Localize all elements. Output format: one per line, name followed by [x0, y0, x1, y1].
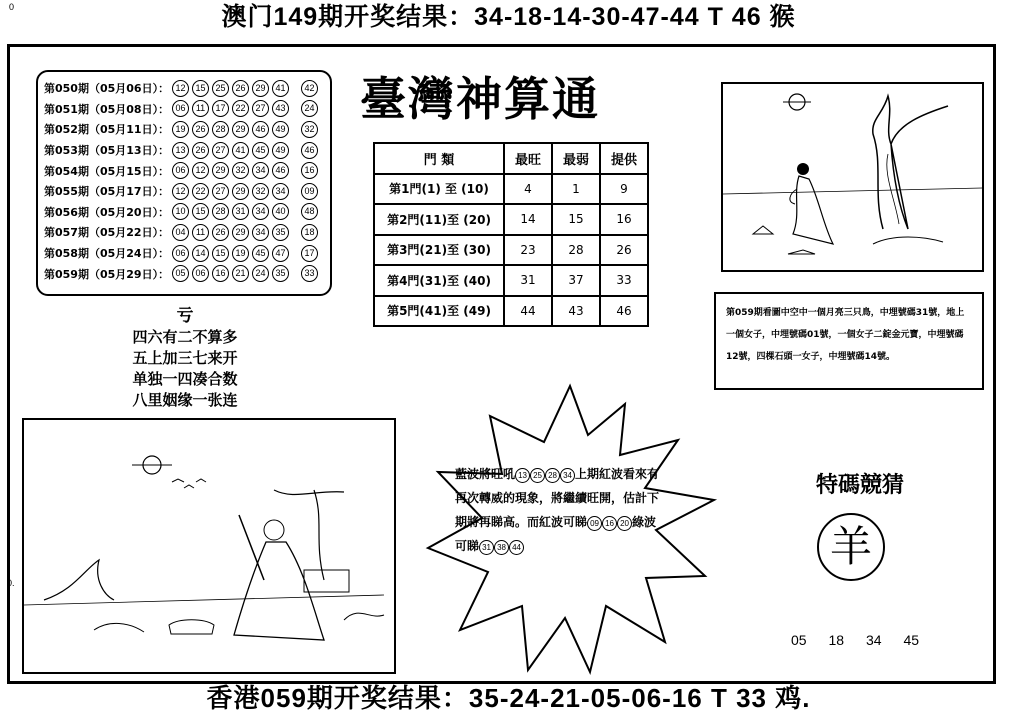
poem-heading: 亏	[176, 306, 194, 326]
circled-number: 29	[232, 121, 249, 138]
circled-number: 38	[494, 540, 509, 555]
poem-line: 四六有二不算多	[132, 328, 238, 346]
circled-number: 15	[192, 203, 209, 220]
wave-text-part: 綠波可睇	[455, 515, 657, 553]
special-number: 46	[301, 142, 318, 159]
circled-number: 44	[509, 540, 524, 555]
gate-stats-table	[373, 142, 649, 327]
col-header: 提供	[600, 143, 648, 174]
gate-max: 14	[504, 204, 552, 235]
special-number: 32	[301, 121, 318, 138]
history-label: 第055期（05月17日）：	[44, 185, 170, 199]
circled-number: 32	[232, 162, 249, 179]
circled-number: 43	[272, 100, 289, 117]
history-numbers	[172, 183, 291, 200]
history-label: 第059期（05月29日）：	[44, 267, 170, 281]
special-number: 24	[301, 100, 318, 117]
guess-number: 05	[790, 632, 807, 648]
poem-line: 单独一四凑合数	[132, 370, 238, 388]
circled-number: 19	[232, 245, 249, 262]
macau-result-header: 澳门149期开奖结果：34-18-14-30-47-44 T 46 猴	[221, 3, 796, 31]
table-row	[374, 265, 648, 296]
circled-number: 21	[232, 265, 249, 282]
circled-number: 34	[252, 162, 269, 179]
circled-number: 49	[272, 121, 289, 138]
table-row	[374, 204, 648, 235]
history-numbers	[172, 121, 291, 138]
table-row	[374, 296, 648, 327]
gate-give: 9	[600, 174, 648, 205]
history-row	[44, 202, 324, 223]
history-numbers	[172, 224, 291, 241]
corner-mark-top: 0	[9, 2, 15, 12]
circled-number: 06	[172, 162, 189, 179]
circled-number: 15	[212, 245, 229, 262]
gate-max: 44	[504, 296, 552, 327]
circled-number: 27	[212, 183, 229, 200]
history-numbers	[172, 100, 291, 117]
circled-number: 26	[232, 80, 249, 97]
circled-number: 45	[252, 245, 269, 262]
circled-number: 10	[172, 203, 189, 220]
circled-number: 29	[232, 224, 249, 241]
col-header: 最旺	[504, 143, 552, 174]
col-header: 最弱	[552, 143, 600, 174]
history-label: 第054期（05月15日）：	[44, 164, 170, 178]
gate-max: 23	[504, 235, 552, 266]
circled-number: 34	[252, 224, 269, 241]
history-label: 第053期（05月13日）：	[44, 144, 170, 158]
gate-min: 28	[552, 235, 600, 266]
circled-number: 06	[172, 100, 189, 117]
circled-number: 35	[272, 224, 289, 241]
special-guess-title: 特碼競猜	[815, 473, 904, 498]
circled-number: 11	[192, 224, 209, 241]
special-number: 48	[301, 203, 318, 220]
circled-number: 31	[232, 203, 249, 220]
circled-number: 12	[172, 183, 189, 200]
circled-number: 34	[272, 183, 289, 200]
history-label: 第051期（05月08日）：	[44, 102, 170, 116]
poem-line: 八里姻缘一张连	[132, 391, 238, 409]
gate-max: 4	[504, 174, 552, 205]
guess-number: 45	[903, 632, 920, 648]
poem-line: 五上加三七来开	[132, 349, 238, 367]
wave-text-part: 上期紅波看來有再次轉威的現象，將繼續旺開，估計下期將再睇高。而紅波可睇	[455, 467, 660, 529]
gate-label: 第1門(1) 至 (10)	[374, 174, 504, 205]
gate-give: 33	[600, 265, 648, 296]
circled-number: 24	[252, 265, 269, 282]
special-number: 18	[301, 224, 318, 241]
history-label: 第057期（05月22日）：	[44, 226, 170, 240]
col-header: 門 類	[374, 143, 504, 174]
circled-number: 16	[212, 265, 229, 282]
circled-number: 26	[192, 121, 209, 138]
circled-number: 14	[192, 245, 209, 262]
circled-number: 22	[232, 100, 249, 117]
circled-number: 13	[515, 468, 530, 483]
circled-number: 15	[192, 80, 209, 97]
circled-number: 11	[192, 100, 209, 117]
history-row	[44, 263, 324, 284]
history-label: 第058期（05月24日）：	[44, 247, 170, 261]
circled-number: 06	[192, 265, 209, 282]
gate-give: 16	[600, 204, 648, 235]
table-header-row	[374, 143, 648, 174]
history-numbers	[172, 203, 291, 220]
history-numbers	[172, 80, 291, 97]
gate-give: 26	[600, 235, 648, 266]
history-label: 第056期（05月20日）：	[44, 205, 170, 219]
zodiac-circle: 羊	[817, 513, 885, 581]
table-row	[374, 235, 648, 266]
circled-number: 35	[272, 265, 289, 282]
history-row	[44, 99, 324, 120]
gate-min: 15	[552, 204, 600, 235]
history-label: 第050期（05月06日）：	[44, 82, 170, 96]
circled-number: 41	[272, 80, 289, 97]
lady-drawing	[723, 84, 982, 270]
wave-text-part: 藍波將旺吼	[455, 467, 516, 481]
circled-number: 40	[272, 203, 289, 220]
history-numbers	[172, 265, 291, 282]
table-row	[374, 174, 648, 205]
history-box	[36, 70, 332, 296]
circled-number: 26	[212, 224, 229, 241]
gate-min: 37	[552, 265, 600, 296]
circled-number: 34	[560, 468, 575, 483]
circled-number: 25	[212, 80, 229, 97]
circled-number: 04	[172, 224, 189, 241]
special-number: 33	[301, 265, 318, 282]
history-numbers	[172, 142, 291, 159]
wave-analysis-text	[455, 462, 665, 558]
special-number: 42	[301, 80, 318, 97]
history-row	[44, 140, 324, 161]
special-number: 09	[301, 183, 318, 200]
circled-number: 09	[587, 516, 602, 531]
guess-number: 18	[828, 632, 845, 648]
circled-number: 12	[192, 162, 209, 179]
page-title: 臺灣神算通	[360, 72, 600, 126]
circled-number: 12	[172, 80, 189, 97]
history-numbers	[172, 245, 291, 262]
gate-label: 第5門(41)至 (49)	[374, 296, 504, 327]
history-row	[44, 119, 324, 140]
circled-number: 29	[232, 183, 249, 200]
circled-number: 06	[172, 245, 189, 262]
circled-number: 28	[212, 121, 229, 138]
illustration-scholar	[22, 418, 396, 674]
corner-mark-mid: 0.	[7, 578, 15, 588]
gate-min: 1	[552, 174, 600, 205]
gate-max: 31	[504, 265, 552, 296]
circled-number: 25	[530, 468, 545, 483]
circled-number: 28	[545, 468, 560, 483]
circled-number: 45	[252, 142, 269, 159]
circled-number: 20	[617, 516, 632, 531]
riddle-poem	[100, 306, 270, 411]
hk-result-footer: 香港059期开奖结果：35-24-21-05-06-16 T 33 鸡.	[206, 683, 811, 713]
gate-give: 46	[600, 296, 648, 327]
circled-number: 34	[252, 203, 269, 220]
circled-number: 47	[272, 245, 289, 262]
history-row	[44, 181, 324, 202]
history-row	[44, 243, 324, 264]
gate-label: 第4門(31)至 (40)	[374, 265, 504, 296]
circled-number: 31	[479, 540, 494, 555]
circled-number: 46	[272, 162, 289, 179]
gate-min: 43	[552, 296, 600, 327]
circled-number: 29	[252, 80, 269, 97]
gate-label: 第2門(11)至 (20)	[374, 204, 504, 235]
gate-label: 第3門(21)至 (30)	[374, 235, 504, 266]
circled-number: 28	[212, 203, 229, 220]
circled-number: 22	[192, 183, 209, 200]
history-row	[44, 78, 324, 99]
circled-number: 17	[212, 100, 229, 117]
special-number: 17	[301, 245, 318, 262]
history-label: 第052期（05月11日）：	[44, 123, 170, 137]
circled-number: 16	[602, 516, 617, 531]
circled-number: 26	[192, 142, 209, 159]
history-row	[44, 160, 324, 181]
picture-hint-note: 第059期看圖中空中一個月亮三只鳥，中埋號碼31號，地上一個女子，中埋號碼01號，一個女子二錠金元寶，中埋號碼12號，四棵石頭一女子，中埋號碼14號。	[714, 292, 984, 390]
circled-number: 49	[272, 142, 289, 159]
circled-number: 19	[172, 121, 189, 138]
circled-number: 27	[252, 100, 269, 117]
circled-number: 27	[212, 142, 229, 159]
circled-number: 29	[212, 162, 229, 179]
history-numbers	[172, 162, 291, 179]
circled-number: 13	[172, 142, 189, 159]
scholar-drawing	[24, 420, 394, 672]
circled-number: 41	[232, 142, 249, 159]
illustration-lady	[721, 82, 984, 272]
history-row	[44, 222, 324, 243]
circled-number: 05	[172, 265, 189, 282]
circled-number: 46	[252, 121, 269, 138]
guess-number: 34	[865, 632, 882, 648]
special-number: 16	[301, 162, 318, 179]
circled-number: 32	[252, 183, 269, 200]
guess-numbers	[780, 632, 930, 648]
